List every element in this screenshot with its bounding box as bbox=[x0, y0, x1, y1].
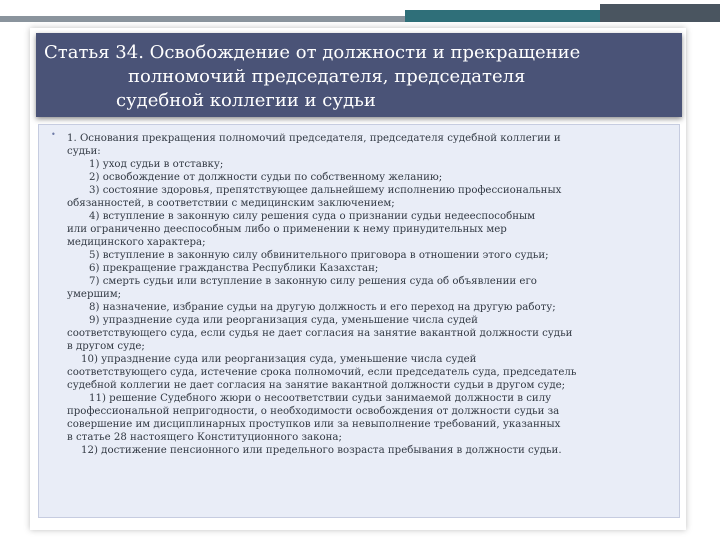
text-line: или ограниченно дееспособным либо о применении к нему принудительных мер bbox=[67, 224, 507, 235]
text-line: совершение им дисциплинарных проступков или за невыполнение требований, указанных bbox=[67, 419, 561, 430]
text-line: 10) упразднение суда или реорганизация суда, уменьшение числа судей bbox=[81, 354, 477, 365]
content-panel bbox=[38, 124, 680, 518]
text-line: 7) смерть судьи или вступление в законную силу решения суда об объявлении его bbox=[89, 276, 537, 287]
text-line: обязанностей, в соответствии с медицинским заключением; bbox=[67, 198, 395, 209]
text-line: 6) прекращение гражданства Республики Казахстан; bbox=[89, 263, 379, 274]
text-line: 4) вступление в законную силу решения суда о признании судьи недееспособным bbox=[89, 211, 536, 222]
slide-title-box bbox=[36, 33, 682, 117]
text-line: соответствующего суда, истечение срока полномочий, если председатель суда, председатель bbox=[67, 367, 577, 378]
text-line: в статье 28 настоящего Конституционного закона; bbox=[67, 432, 342, 443]
title-line-2: полномочий председателя, председателя bbox=[128, 66, 526, 87]
top-bar-accent-dark bbox=[600, 4, 720, 22]
text-line: в другом суде; bbox=[67, 341, 145, 352]
text-line: 8) назначение, избрание судьи на другую должность и его переход на другую работу; bbox=[89, 302, 556, 313]
top-decoration-bar bbox=[0, 0, 720, 22]
text-line: 3) состояние здоровья, препятствующее дальнейшему исполнению профессиональных bbox=[89, 185, 562, 196]
title-line-1: Статья 34. Освобождение от должности и прекращение bbox=[44, 42, 581, 63]
bullet-marker: • bbox=[51, 130, 56, 139]
text-line: 2) освобождение от должности судьи по собственному желанию; bbox=[89, 172, 443, 183]
text-line: судебной коллегии не дает согласия на занятие вакантной должности судьи в другом суде; bbox=[67, 380, 566, 391]
title-line-3: судебной коллегии и судьи bbox=[116, 90, 376, 111]
text-line: судьи: bbox=[67, 146, 101, 157]
text-line: 12) достижение пенсионного или предельного возраста пребывания в должности судьи. bbox=[81, 445, 562, 456]
text-line: 11) решение Судебного жюри о несоответствии судьи занимаемой должности в силу bbox=[89, 393, 552, 404]
text-line: 1. Основания прекращения полномочий председателя, председателя судебной коллегии и bbox=[67, 133, 561, 144]
text-line: медицинского характера; bbox=[67, 237, 206, 248]
text-line: умершим; bbox=[67, 289, 122, 300]
text-line: 1) уход судьи в отставку; bbox=[89, 159, 224, 170]
article-text bbox=[67, 132, 675, 457]
text-line: 9) упразднение суда или реорганизация суда, уменьшение числа судей bbox=[89, 315, 478, 326]
text-line: 5) вступление в законную силу обвинительного приговора в отношении этого судьи; bbox=[89, 250, 549, 261]
text-line: соответствующего суда, если судья не дает согласия на занятие вакантной должности судьи bbox=[67, 328, 573, 339]
text-line: профессиональной непригодности, о необходимости освобождения от должности судьи за bbox=[67, 406, 560, 417]
